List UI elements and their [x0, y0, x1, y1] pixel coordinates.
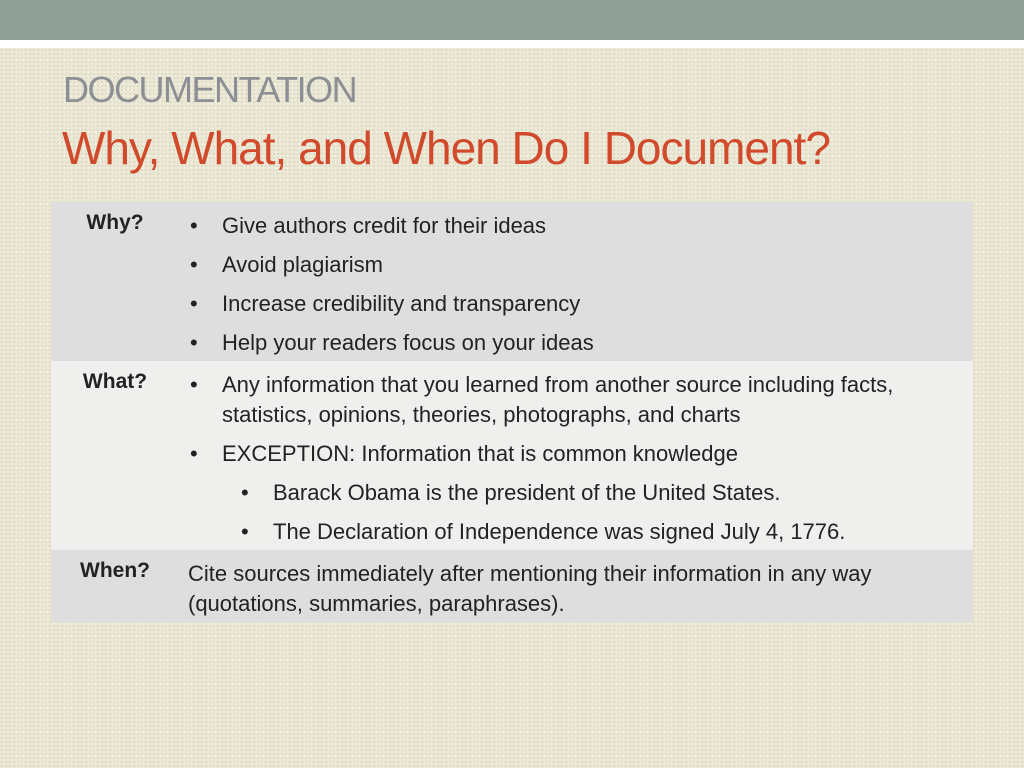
row-header-when: When? [80, 559, 150, 582]
row-content-what [179, 361, 973, 550]
slide-kicker: DOCUMENTATION [63, 69, 357, 110]
table-row-when [51, 550, 973, 622]
when-text: Cite sources immediately after mentioning their information in any way (quotations, summaries, paraphrases). [188, 561, 872, 616]
top-divider [0, 40, 1024, 48]
what-bullet-list [188, 370, 953, 547]
table-row-what [51, 361, 973, 550]
sub-list-item: • The Declaration of Independence was signed July 4, 1776. [188, 517, 953, 547]
list-item: • Help your readers focus on your ideas [188, 328, 953, 358]
sub-list-item: • Barack Obama is the president of the United States. [188, 478, 953, 508]
row-header-what: What? [82, 370, 148, 393]
row-content-when [179, 550, 973, 622]
list-item: • Avoid plagiarism [188, 250, 953, 280]
list-item: • Increase credibility and transparency [188, 289, 953, 319]
list-item: • Give authors credit for their ideas [188, 211, 953, 241]
documentation-table [51, 202, 973, 622]
row-content-why [179, 202, 973, 361]
list-item: • Any information that you learned from another source including facts, statistics, opinions, theories, photographs, and charts [188, 370, 953, 430]
row-header-why: Why? [86, 211, 144, 234]
slide-title: Why, What, and When Do I Document? [62, 122, 830, 174]
why-bullet-list [188, 211, 953, 358]
top-accent-bar [0, 0, 1024, 40]
table-row-why [51, 202, 973, 361]
list-item: • EXCEPTION: Information that is common knowledge [188, 439, 953, 469]
